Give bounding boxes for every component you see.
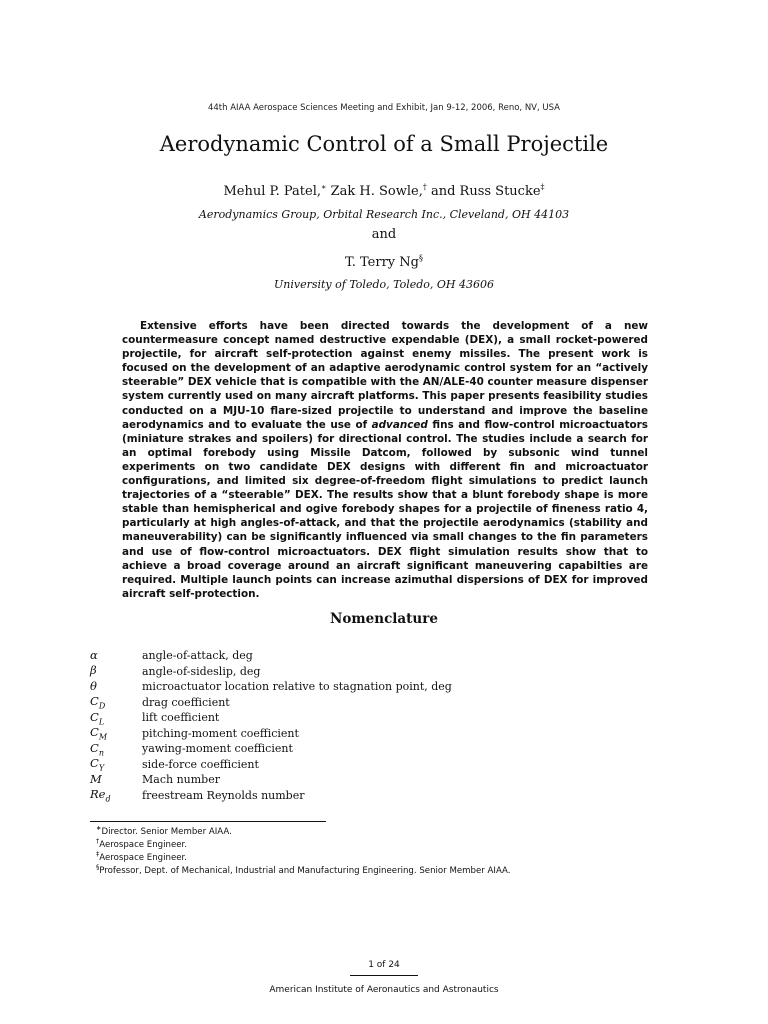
- definition: angle-of-sideslip, deg: [142, 664, 261, 678]
- symbol-subscript: M: [98, 732, 108, 742]
- symbol-base: Re: [90, 787, 106, 802]
- symbol-subscript: d: [105, 794, 111, 804]
- symbol-base: θ: [90, 678, 97, 693]
- definition: microactuator location relative to stagnation point, deg: [142, 680, 452, 694]
- footnote: [96, 826, 696, 839]
- and-separator: and: [371, 227, 397, 242]
- symbol: [90, 694, 142, 710]
- symbol-base: M: [90, 771, 102, 786]
- affiliation-1: Aerodynamics Group, Orbital Research Inc., Cleveland, OH 44103: [198, 208, 570, 221]
- author-list: [0, 184, 768, 199]
- symbol-subscript: D: [98, 701, 106, 711]
- nomenclature-item: [90, 679, 690, 695]
- footnote-mark: †: [96, 837, 100, 846]
- footnote: [96, 865, 696, 878]
- footnote-text: Aerospace Engineer.: [99, 840, 188, 850]
- symbol: [90, 710, 142, 726]
- symbol: [90, 787, 142, 803]
- nomenclature-item: [90, 710, 690, 726]
- conference-header: 44th AIAA Aerospace Sciences Meeting and Exhibit, Jan 9-12, 2006, Reno, NV, USA: [207, 103, 560, 113]
- publisher-footer: American Institute of Aeronautics and Astronautics: [269, 985, 499, 995]
- footnote-rule: [90, 821, 326, 822]
- footnote-mark: §: [96, 863, 100, 872]
- symbol-subscript: n: [98, 747, 104, 757]
- abstract: [122, 319, 648, 601]
- author-mark: §: [418, 253, 423, 263]
- symbol-subscript: L: [98, 716, 105, 726]
- symbol-base: C: [90, 694, 99, 709]
- symbol: [90, 741, 142, 757]
- definition: yawing-moment coefficient: [142, 742, 293, 756]
- author-name: Mehul P. Patel,: [223, 184, 322, 199]
- author-name: T. Terry Ng: [345, 255, 419, 270]
- page-number: 1 of 24: [368, 960, 400, 970]
- footnote-text: Professor, Dept. of Mechanical, Industrial and Manufacturing Engineering. Senior Member AIAA.: [99, 866, 511, 876]
- abstract-text: fins and flow-control microactuators (miniature strakes and spoilers) for directional control. The studies include a search for an optimal forebody using Missile Datcom, followed by subsonic wind tunnel experiments on two candidate DEX designs with different fin and microactuator configurations, and limited six degree-of-freedom flight simulations to predict launch trajectories of a “steerable” DEX. The results show that a blunt forebody shape is more stable than hemispherical and ogive forebody shapes for a projectile of fineness ratio 4, particularly at high angles-of-attack, and that the projectile aerodynamics (stability and maneuverability) can be significantly influenced via small changes to the fin parameters and use of flow-control microactuators. DEX flight simulation results show that to achieve a broad coverage around an aircraft significant maneuvering capabilties are required. Multiple launch points can increase azimuthal dispersions of DEX for improved aircraft self-protection.: [122, 418, 648, 600]
- symbol: [90, 772, 142, 788]
- symbol: [90, 756, 142, 772]
- nomenclature-item: [90, 695, 690, 711]
- affiliation-2: University of Toledo, Toledo, OH 43606: [273, 278, 495, 291]
- nomenclature-item: [90, 757, 690, 773]
- symbol-base: β: [90, 663, 97, 678]
- footnote-mark: ‡: [96, 850, 100, 859]
- author-mark: ‡: [540, 182, 545, 192]
- nomenclature-item: [90, 726, 690, 742]
- symbol-base: C: [90, 709, 99, 724]
- symbol-base: C: [90, 740, 99, 755]
- footnotes: [96, 826, 696, 878]
- definition: lift coefficient: [142, 711, 220, 725]
- definition: angle-of-attack, deg: [142, 649, 253, 663]
- symbol: [90, 663, 142, 679]
- symbol-base: α: [90, 647, 98, 662]
- footnote: [96, 852, 696, 865]
- abstract-text: Extensive efforts have been directed towards the development of a new countermeasure concept named destructive expendable (DEX), a small rocket-powered projectile, for aircraft self-protection against enemy missiles. The present work is focused on the development of an adaptive aerodynamic control system for an “actively steerable” DEX vehicle that is compatible with the AN/ALE-40 counter measure dispenser system currently used on many aircraft platforms. This paper presents feasibility studies conducted on a MJU-10 flare-sized projectile to understand and improve the baseline aerodynamics and to evaluate the use of: [122, 320, 648, 431]
- definition: pitching-moment coefficient: [142, 726, 299, 740]
- footnote-text: Aerospace Engineer.: [99, 853, 188, 863]
- nomenclature-item: [90, 664, 690, 680]
- symbol-base: C: [90, 725, 99, 740]
- definition: side-force coefficient: [142, 757, 259, 771]
- nomenclature-item: [90, 741, 690, 757]
- nomenclature-item: [90, 648, 690, 664]
- symbol: [90, 725, 142, 741]
- definition: Mach number: [142, 773, 220, 787]
- nomenclature-list: [90, 648, 690, 803]
- symbol: [90, 679, 142, 695]
- nomenclature-item: [90, 788, 690, 804]
- abstract-italic: advanced: [371, 418, 428, 431]
- footnote-mark: ∗: [96, 824, 102, 833]
- definition: drag coefficient: [142, 695, 230, 709]
- page-number-rule: [350, 975, 418, 976]
- second-author: [0, 255, 768, 270]
- author-name: Zak H. Sowle,: [326, 184, 423, 199]
- paper-title: Aerodynamic Control of a Small Projectile: [159, 132, 609, 156]
- symbol: [90, 648, 142, 664]
- symbol-base: C: [90, 756, 99, 771]
- nomenclature-heading: Nomenclature: [330, 611, 438, 627]
- footnote: [96, 839, 696, 852]
- nomenclature-item: [90, 772, 690, 788]
- author-mark: †: [422, 182, 427, 192]
- symbol-subscript: Y: [98, 763, 105, 773]
- author-name: and Russ Stucke: [426, 184, 541, 199]
- author-mark: ∗: [321, 182, 327, 192]
- definition: freestream Reynolds number: [142, 788, 305, 802]
- footnote-text: Director. Senior Member AIAA.: [101, 827, 232, 837]
